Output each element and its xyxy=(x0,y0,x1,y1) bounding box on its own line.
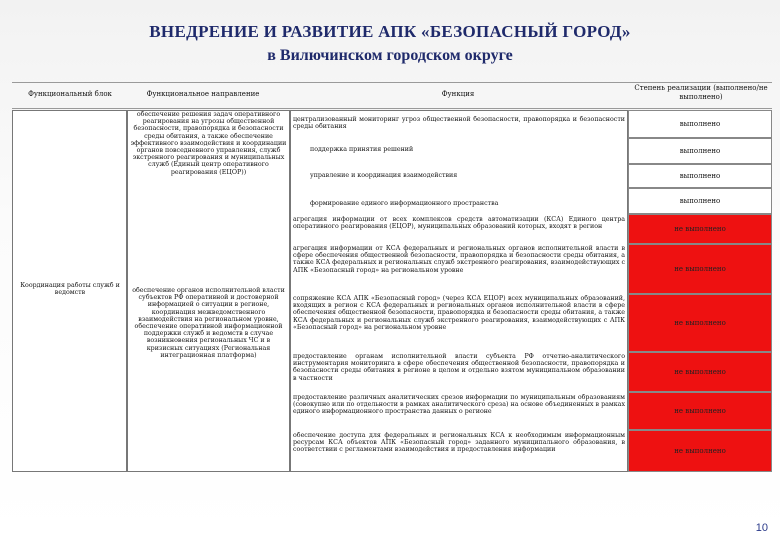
page-title: ВНЕДРЕНИЕ И РАЗВИТИЕ АПК «БЕЗОПАСНЫЙ ГОРОД» xyxy=(149,22,631,41)
block-name: Координация работы служб и ведомств xyxy=(20,282,120,297)
header-function: Функция xyxy=(441,90,475,98)
page-subtitle: в Вилючинском городском округе xyxy=(267,47,513,64)
function-text: централизованный мониторинг угроз общественной безопасности, правопорядка и безопасности среды обитания xyxy=(293,116,625,131)
function-text: сопряжение КСА АПК «Безопасный город» (через КСА ЕЦОР) всех муниципальных образований, входящих в регион с КСА федеральных и региональных органов исполнительной власти в сфере обеспечения общественной безопасности, правопорядка и безопасности среды обитания, а также КСА федеральных и региональных служб экстренного реагирования, взаимодействующих с АПК «Безопасный город» на региональном уровне xyxy=(293,295,625,331)
function-text: агрегация информации от всех комплексов средств автоматизации (КСА) Единого центра оперативного реагирования (ЕЦОР), муниципальных образований которых, входят в регион xyxy=(293,216,625,231)
status-badge: не выполнено xyxy=(628,352,772,392)
status-badge: выполнено xyxy=(628,164,772,188)
header-bottom-line xyxy=(12,108,772,109)
status-badge: выполнено xyxy=(628,188,772,214)
function-cell xyxy=(290,110,628,472)
status-badge: не выполнено xyxy=(628,214,772,244)
page-number: 10 xyxy=(755,522,768,534)
status-badge: не выполнено xyxy=(628,430,772,472)
status-badge: не выполнено xyxy=(628,392,772,430)
header-direction: Функциональное направление xyxy=(146,90,260,98)
direction-ecor: обеспечение решения задач оперативного реагирования на угрозы общественной безопасности, правопорядка и безопасности среды обитания, а также обеспечение эффективного взаимодействия и координации органов повседневного управления, служб экстренного реагирования и муниципальных служб (Единый центр оперативного реагирования (ЕЦОР)) xyxy=(130,111,287,176)
function-text: поддержка принятия решений xyxy=(310,146,414,153)
function-text: агрегация информации от КСА федеральных и региональных органов исполнительной власти в сфере обеспечения общественной безопасности, правопорядка и безопасности среды обитания, а также КСА федеральных и региональных служб экстренного реагирования, взаимодействующих с АПК «Безопасный город» на региональном уровне xyxy=(293,245,625,274)
function-text: обеспечение доступа для федеральных и региональных КСА к необходимым информационным ресурсам КСА объектов АПК «Безопасный город» заданного муниципального образования, в соответствии с регламентами взаимодействия и предоставления информации xyxy=(293,432,625,454)
function-text: формирование единого информационного пространства xyxy=(310,200,499,207)
function-text: предоставление органам исполнительной власти субъекта РФ отчетно-аналитического инструментария мониторинга в сфере обеспечения общественной безопасности, правопорядка и безопасности среды обитания в регионе в целом и отдельно взятом муниципальном образовании в частности xyxy=(293,353,625,382)
direction-platform: обеспечение органов исполнительной власти субъектов РФ оперативной и достоверной информацией о ситуации в регионе, координация межведомственного взаимодействия на региональном уровне, обеспечение оперативной информационной поддержки служб и ведомств в случае возникновения региональных ЧС и в кризисных ситуациях (Региональная интеграционная платформа) xyxy=(132,287,285,359)
status-badge: не выполнено xyxy=(628,294,772,352)
function-text: предоставление различных аналитических срезов информации по муниципальным образованиям (совокупно или по отдельности в рамках аналитического среза) на основе объединенных в рамках единого информационного пространства данных о регионе xyxy=(293,394,625,416)
header-top-line xyxy=(12,82,772,83)
header-status: Степень реализации (выполнено/не выполнено) xyxy=(634,84,768,101)
status-badge: не выполнено xyxy=(628,244,772,294)
status-badge: выполнено xyxy=(628,110,772,138)
header-block: Функциональный блок xyxy=(28,90,112,98)
status-badge: выполнено xyxy=(628,138,772,164)
function-text: управление и координация взаимодействия xyxy=(310,172,458,179)
